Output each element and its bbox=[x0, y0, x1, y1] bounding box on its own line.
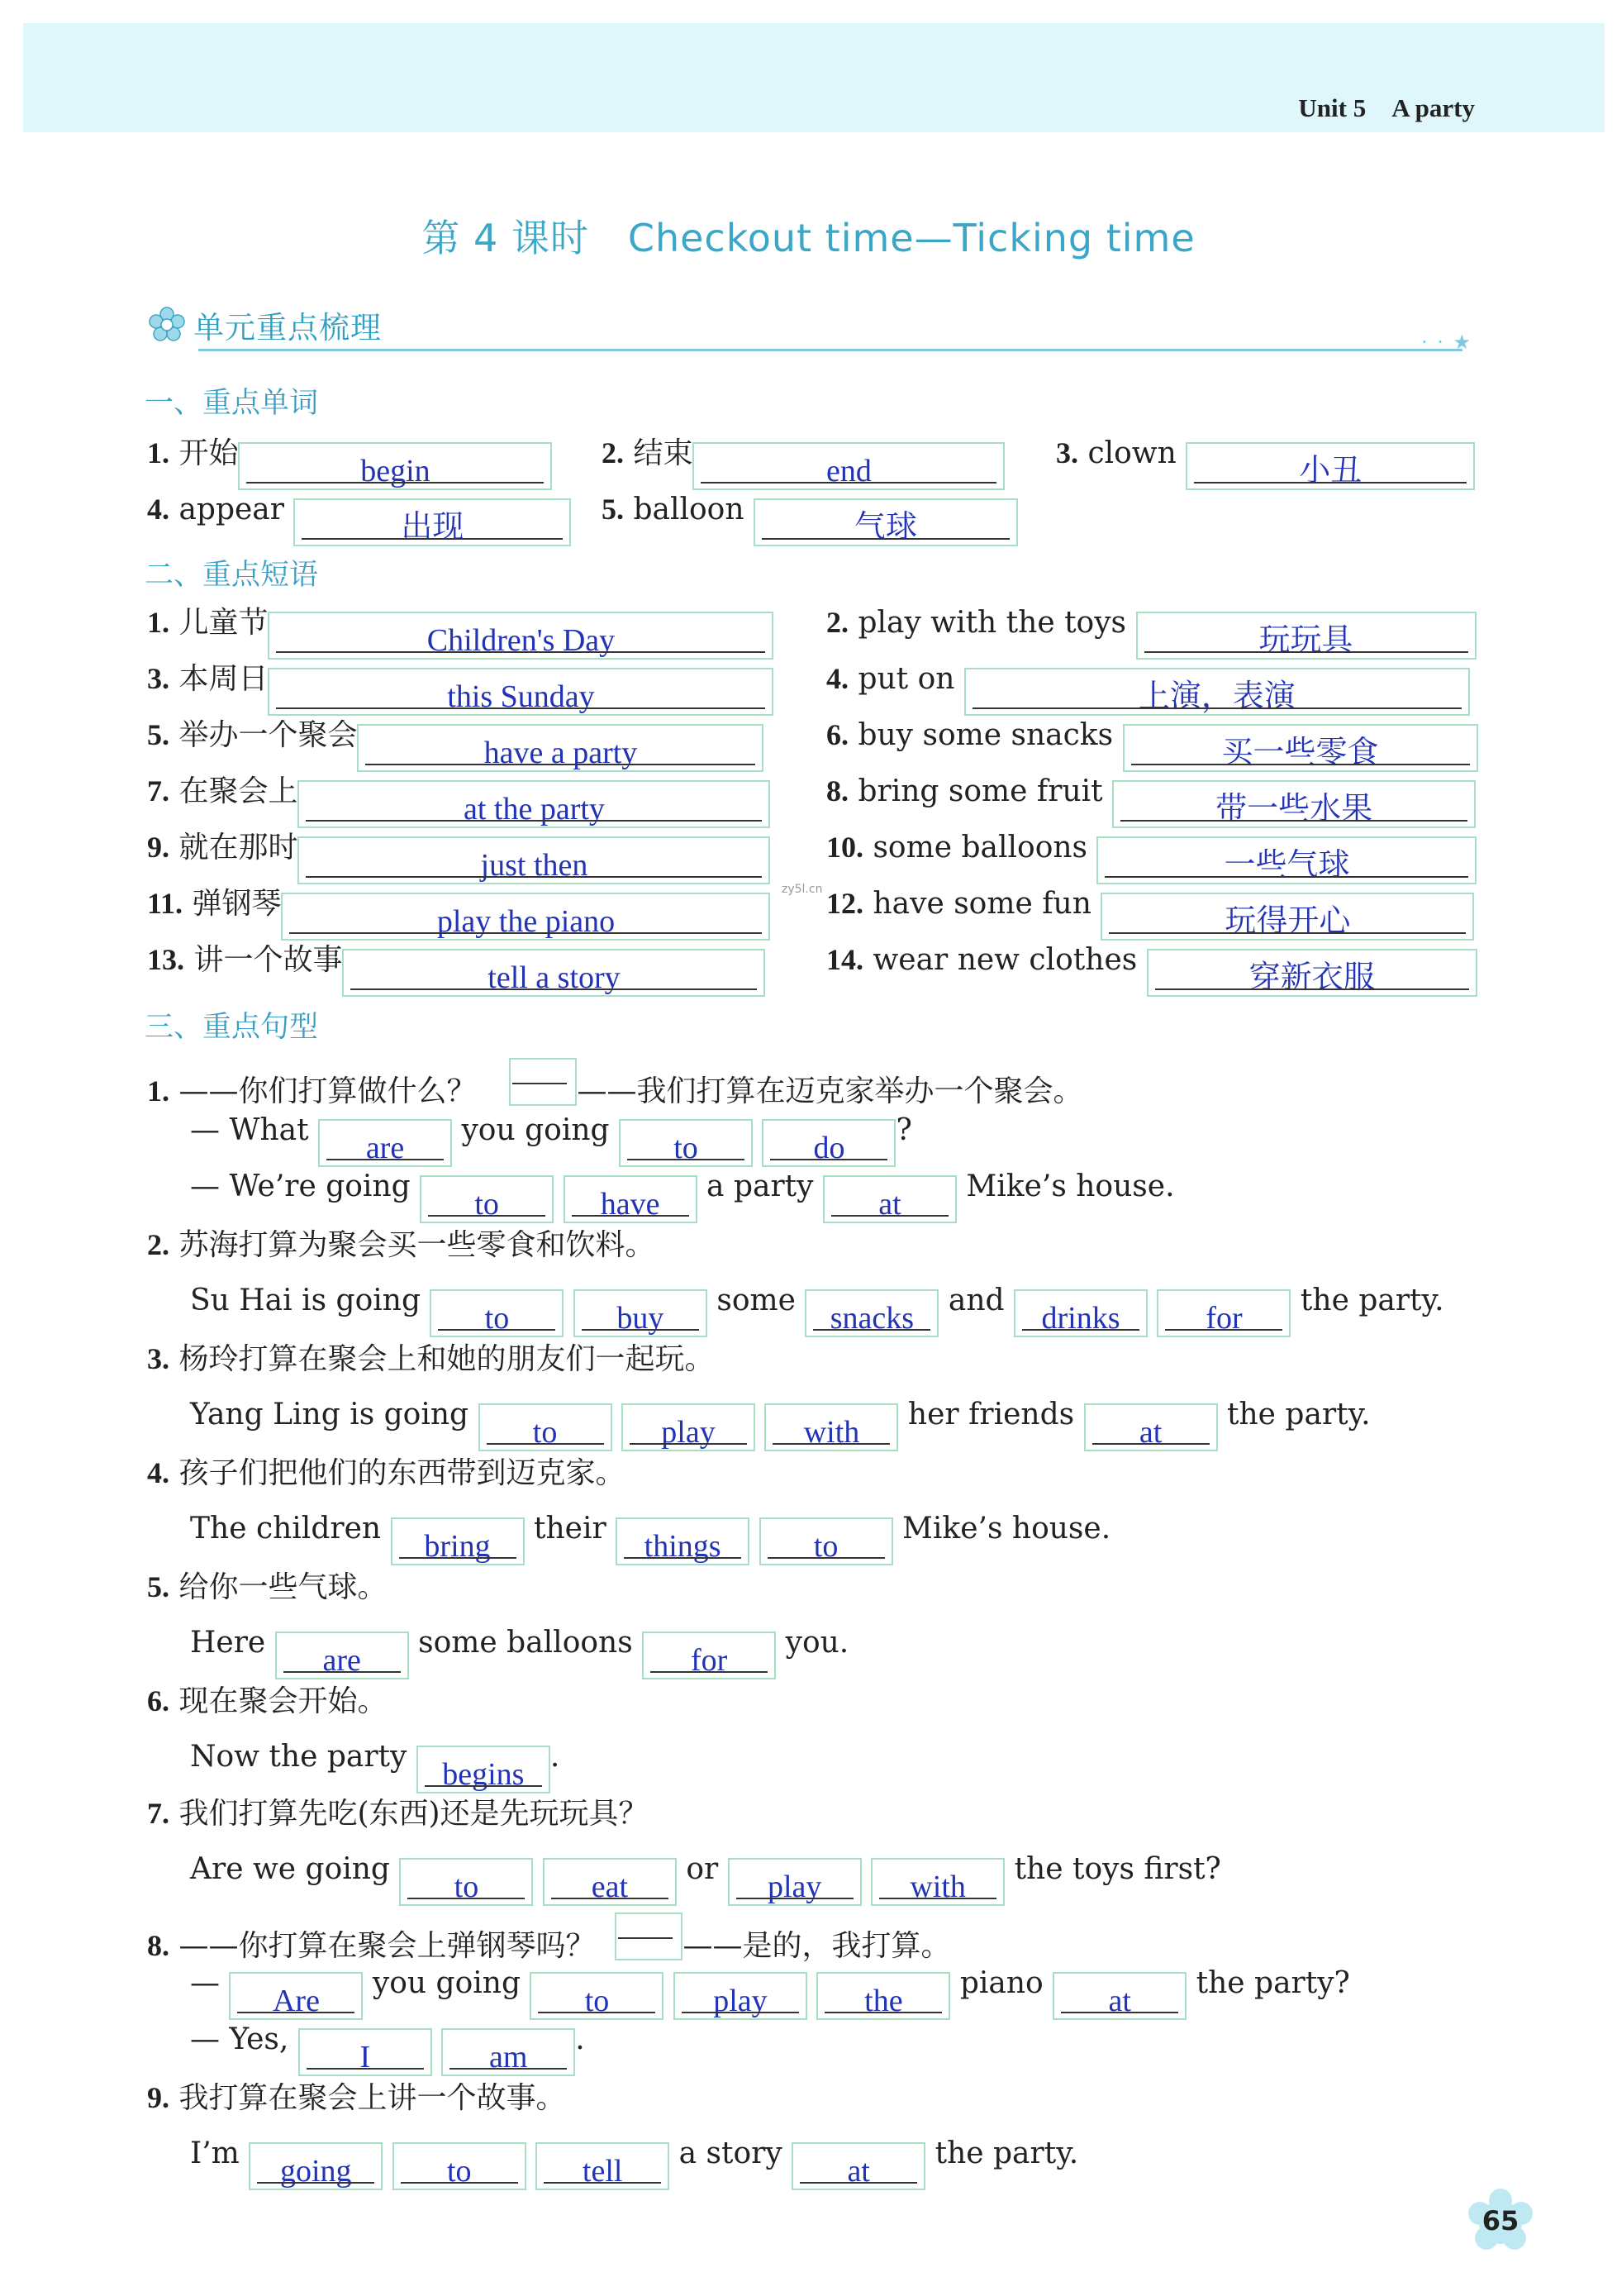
answer-field[interactable]: play bbox=[728, 1858, 862, 1906]
sentence-prompt: 3. 杨玲打算在聚会上和她的朋友们一起玩。 bbox=[147, 1342, 715, 1376]
answer-field[interactable]: have bbox=[564, 1175, 697, 1223]
answer-field[interactable]: begin bbox=[238, 442, 552, 490]
sentence-line: Here are some balloons for you. bbox=[190, 1626, 849, 1678]
answer-field[interactable]: 上演，表演 bbox=[964, 668, 1470, 716]
answer-field[interactable]: to bbox=[619, 1119, 753, 1167]
lesson-title: 第 4 课时 Checkout time—Ticking time bbox=[421, 216, 1196, 260]
answer-field[interactable]: 玩得开心 bbox=[1101, 893, 1474, 941]
flower-icon bbox=[149, 307, 185, 343]
phrase-item: 3. 本周日this Sunday bbox=[147, 664, 773, 716]
answer-field[interactable]: snacks bbox=[805, 1289, 939, 1337]
sentence-prompt: 1. ——你们打算做什么？ ——我们打算在迈克家举办一个聚会。 bbox=[147, 1058, 1082, 1107]
answer-field[interactable]: begins bbox=[416, 1746, 550, 1793]
answer-field[interactable]: tell bbox=[535, 2142, 669, 2190]
sentence-line: Are we going to eat or play with the toys first? bbox=[190, 1852, 1221, 1904]
star-decoration-icon: · · ★ bbox=[1421, 331, 1473, 354]
answer-field[interactable]: going bbox=[249, 2142, 383, 2190]
sentence-prompt: 7. 我们打算先吃(东西)还是先玩玩具？ bbox=[147, 1797, 649, 1831]
page-number-badge bbox=[1467, 2189, 1534, 2256]
phrase-item: 4. put on 上演，表演 bbox=[826, 664, 1470, 716]
answer-field[interactable]: buy bbox=[573, 1289, 707, 1337]
answer-field[interactable]: things bbox=[616, 1517, 749, 1565]
sentence-line: — What are you going to do? bbox=[190, 1113, 912, 1165]
answer-field[interactable]: 买一些零食 bbox=[1123, 724, 1478, 772]
answer-field[interactable]: bring bbox=[391, 1517, 525, 1565]
answer-field[interactable]: have a party bbox=[357, 724, 763, 772]
answer-field[interactable]: 穿新衣服 bbox=[1147, 949, 1477, 997]
answer-field[interactable]: 带一些水果 bbox=[1112, 780, 1476, 828]
phrase-item: 5. 举办一个聚会have a party bbox=[147, 720, 763, 772]
section-heading bbox=[149, 304, 382, 345]
blank-box bbox=[509, 1058, 577, 1106]
sentence-prompt: 5. 给你一些气球。 bbox=[147, 1570, 388, 1604]
sentence-line: Su Hai is going to buy some snacks and drinks for the party. bbox=[190, 1284, 1444, 1336]
answer-field[interactable]: to bbox=[430, 1289, 564, 1337]
answer-field[interactable]: at bbox=[792, 2142, 925, 2190]
answer-field[interactable]: I bbox=[298, 2028, 432, 2076]
section-divider bbox=[198, 349, 1462, 351]
sentence-prompt: 6. 现在聚会开始。 bbox=[147, 1684, 388, 1718]
blank-box bbox=[615, 1913, 682, 1960]
answer-field[interactable]: to bbox=[420, 1175, 554, 1223]
vocab-item: 1. 开始begin bbox=[147, 438, 552, 490]
answer-field[interactable]: 玩玩具 bbox=[1136, 612, 1477, 660]
answer-field[interactable]: do bbox=[762, 1119, 896, 1167]
sentence-prompt: 4. 孩子们把他们的东西带到迈克家。 bbox=[147, 1456, 625, 1490]
phrase-item: 10. some balloons 一些气球 bbox=[826, 832, 1477, 884]
section-heading-text: 单元重点梳理 bbox=[193, 310, 382, 345]
answer-field[interactable]: to bbox=[478, 1403, 612, 1451]
sentence-prompt: 9. 我打算在聚会上讲一个故事。 bbox=[147, 2081, 566, 2115]
phrase-item: 14. wear new clothes 穿新衣服 bbox=[826, 945, 1477, 997]
answer-field[interactable]: play bbox=[621, 1403, 755, 1451]
phrase-item: 7. 在聚会上at the party bbox=[147, 776, 770, 828]
answer-field[interactable]: at bbox=[823, 1175, 957, 1223]
phrase-item: 13. 讲一个故事tell a story bbox=[147, 945, 765, 997]
sentence-prompt: 2. 苏海打算为聚会买一些零食和饮料。 bbox=[147, 1228, 655, 1262]
answer-field[interactable]: are bbox=[318, 1119, 452, 1167]
sentence-line: Now the party begins. bbox=[190, 1740, 560, 1792]
vocab-item: 5. balloon 气球 bbox=[602, 494, 1018, 546]
answer-field[interactable]: to bbox=[530, 1972, 663, 2020]
sentence-line: — We’re going to have a party at Mike’s house. bbox=[190, 1169, 1175, 1222]
sentence-line: — Yes, I am. bbox=[190, 2022, 585, 2074]
answer-field[interactable]: for bbox=[1157, 1289, 1291, 1337]
answer-field[interactable]: play the piano bbox=[281, 893, 770, 941]
answer-field[interactable]: 小丑 bbox=[1186, 442, 1475, 490]
phrases-heading: 二、重点短语 bbox=[145, 559, 319, 592]
answer-field[interactable]: for bbox=[642, 1631, 776, 1679]
phrase-item: 6. buy some snacks 买一些零食 bbox=[826, 720, 1478, 772]
sentence-line: — Are you going to play the piano at the party? bbox=[190, 1966, 1350, 2018]
vocab-item: 4. appear 出现 bbox=[147, 494, 571, 546]
page-number: 65 bbox=[1481, 2205, 1520, 2236]
answer-field[interactable]: Children's Day bbox=[268, 612, 773, 660]
vocab-heading: 一、重点单词 bbox=[145, 387, 319, 420]
vocab-item: 2. 结束end bbox=[602, 438, 1005, 490]
answer-field[interactable]: at bbox=[1084, 1403, 1218, 1451]
vocab-item: 3. clown 小丑 bbox=[1056, 438, 1475, 490]
answer-field[interactable]: end bbox=[692, 442, 1005, 490]
answer-field[interactable]: are bbox=[275, 1631, 409, 1679]
answer-field[interactable]: am bbox=[441, 2028, 575, 2076]
answer-field[interactable]: with bbox=[871, 1858, 1005, 1906]
answer-field[interactable]: to bbox=[399, 1858, 533, 1906]
phrase-item: 12. have some fun 玩得开心 bbox=[826, 888, 1474, 941]
answer-field[interactable]: tell a story bbox=[342, 949, 765, 997]
phrase-item: 9. 就在那时just then bbox=[147, 832, 770, 884]
phrase-item: 11. 弹钢琴play the piano bbox=[147, 888, 770, 941]
phrase-item: 1. 儿童节Children's Day bbox=[147, 607, 773, 660]
answer-field[interactable]: with bbox=[764, 1403, 898, 1451]
answer-field[interactable]: play bbox=[673, 1972, 807, 2020]
unit-label: Unit 5 A party bbox=[1298, 93, 1475, 122]
answer-field[interactable]: 一些气球 bbox=[1096, 836, 1477, 884]
phrase-item: 2. play with the toys 玩玩具 bbox=[826, 607, 1477, 660]
sentence-line: I’m going to tell a story at the party. bbox=[190, 2136, 1079, 2189]
sentence-line: Yang Ling is going to play with her friends at the party. bbox=[190, 1398, 1371, 1450]
sentences-heading: 三、重点句型 bbox=[145, 1011, 319, 1044]
answer-field[interactable]: drinks bbox=[1014, 1289, 1148, 1337]
answer-field[interactable]: to bbox=[759, 1517, 893, 1565]
watermark: zy5l.cn bbox=[782, 883, 823, 896]
answer-field[interactable]: eat bbox=[543, 1858, 677, 1906]
answer-field[interactable]: this Sunday bbox=[268, 668, 773, 716]
answer-field[interactable]: 气球 bbox=[754, 498, 1018, 546]
answer-field[interactable]: just then bbox=[297, 836, 770, 884]
answer-field[interactable]: at the party bbox=[297, 780, 770, 828]
phrase-item: 8. bring some fruit 带一些水果 bbox=[826, 776, 1476, 828]
answer-field[interactable]: Are bbox=[229, 1972, 363, 2020]
sentence-prompt: 8. ——你打算在聚会上弹钢琴吗？ ——是的，我打算。 bbox=[147, 1913, 950, 1961]
answer-field[interactable]: to bbox=[392, 2142, 526, 2190]
answer-field[interactable]: 出现 bbox=[293, 498, 571, 546]
answer-field[interactable]: the bbox=[816, 1972, 950, 2020]
answer-field[interactable]: at bbox=[1053, 1972, 1187, 2020]
sentence-line: The children bring their things to Mike’s house. bbox=[190, 1512, 1111, 1564]
